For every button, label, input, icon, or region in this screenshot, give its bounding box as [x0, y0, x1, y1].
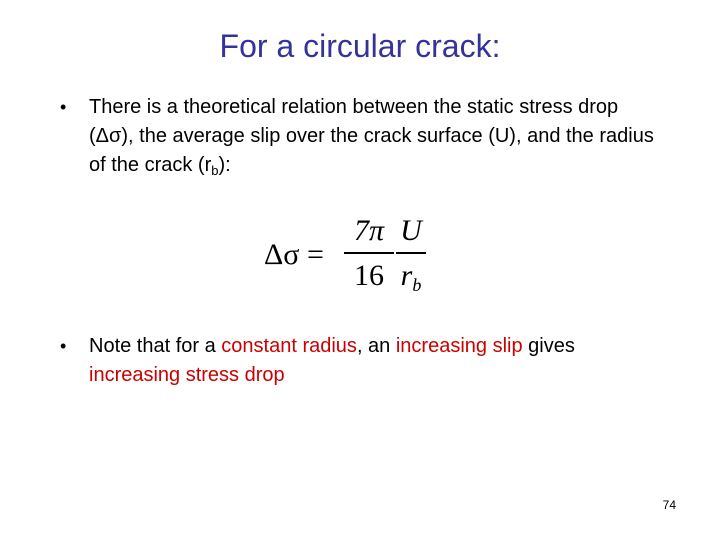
- bullet-text-part: , an: [356, 335, 396, 357]
- fraction-numerator: 7π: [353, 214, 385, 247]
- highlight-increasing-slip: increasing slip: [395, 335, 523, 357]
- bullet-text-part: gives: [522, 335, 575, 357]
- highlight-constant-radius: constant radius: [221, 335, 357, 357]
- bullet-item-note: [60, 332, 660, 390]
- formula-fraction-constant: [344, 212, 394, 294]
- page-number: 74: [662, 498, 676, 512]
- fraction-denominator: [396, 254, 426, 294]
- formula-fraction-variables: [396, 212, 426, 294]
- bullet-text-part: ):: [218, 154, 231, 176]
- denominator-subscript: b: [412, 275, 422, 295]
- subscript-b: b: [211, 163, 219, 178]
- bullet-text: [89, 332, 660, 390]
- stress-drop-formula: [264, 212, 464, 302]
- slide-title: For a circular crack:: [219, 28, 501, 64]
- formula-lhs: Δσ =: [264, 238, 324, 271]
- bullet-text-part: There is a theoretical relation between the static stress drop (Δσ), the average slip over the crack surface (U), and the radius of the crack (r: [89, 96, 654, 176]
- fraction-denominator: 16: [354, 259, 384, 292]
- highlight-increasing-stress-drop: increasing stress drop: [89, 364, 285, 386]
- bullet-item-relation: [60, 93, 660, 180]
- bullet-text-part: Note that for a: [89, 335, 222, 357]
- bullet-text: [89, 93, 660, 180]
- bullet-icon: •: [60, 336, 67, 356]
- denominator-main: r: [400, 259, 413, 292]
- bullet-icon: •: [60, 97, 67, 117]
- fraction-numerator: U: [400, 214, 422, 247]
